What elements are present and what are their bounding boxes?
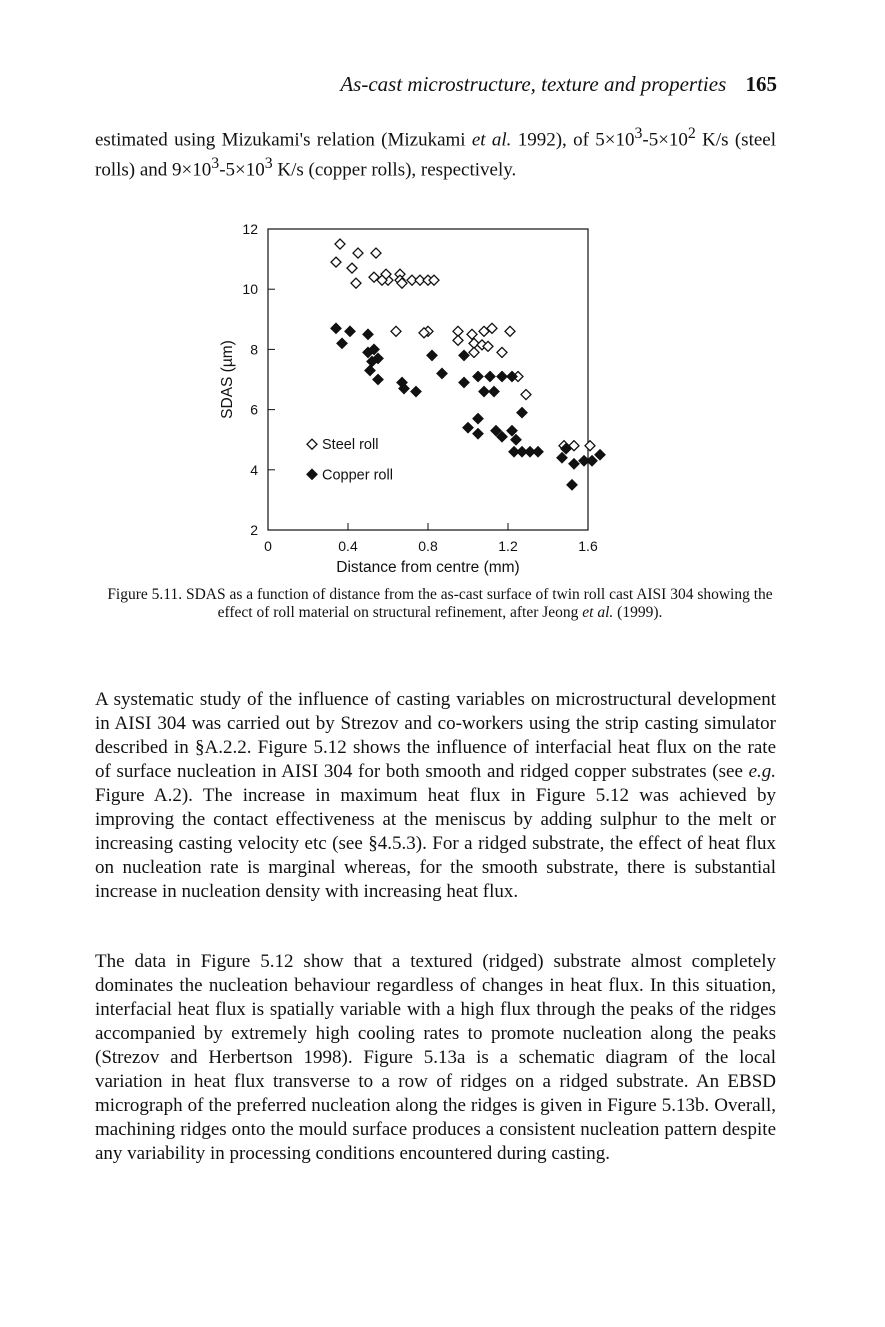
steel-roll-point [351, 278, 361, 288]
y-tick-label: 2 [250, 522, 258, 538]
legend-steel-marker [307, 439, 317, 449]
steel-roll-point [347, 263, 357, 273]
steel-roll-point [497, 347, 507, 357]
copper-roll-point [437, 368, 447, 378]
copper-roll-point [507, 426, 517, 436]
exponent: 2 [687, 125, 696, 142]
y-axis-label: SDAS (µm) [219, 340, 236, 419]
intro-text: K/s (copper rolls), respectively. [272, 159, 517, 181]
steel-roll-point [335, 239, 345, 249]
copper-roll-point [427, 350, 437, 360]
caption-text: (1999). [613, 604, 663, 621]
copper-roll-point [345, 326, 355, 336]
intro-text: estimated using Mizukami's relation (Mizukami [95, 129, 472, 151]
legend-copper-label: Copper roll [322, 467, 393, 484]
body-text: Figure A.2). The increase in maximum heat flux in Figure 5.12 was achieved by improving the contact effectiveness at the meniscus by adding sulphur to the melt or increasing casting velocity etc (see §4.5.3). For a ridged substrate, the effect of heat flux on nucleation rate is marginal whereas, for the smooth substrate, there is substantial increase in nucleation density with increasing heat flux. [95, 785, 776, 902]
copper-roll-point [365, 365, 375, 375]
body-eg: e.g. [748, 761, 776, 782]
steel-roll-point [467, 329, 477, 339]
copper-roll-point [489, 387, 499, 397]
intro-text: K/s (steel rolls) and 9×10 [95, 129, 776, 181]
copper-roll-point [337, 338, 347, 348]
x-tick-label: 1.2 [498, 538, 518, 554]
copper-roll-point [459, 378, 469, 388]
copper-roll-point [479, 387, 489, 397]
body-paragraph-1 [95, 688, 776, 904]
legend-steel-label: Steel roll [322, 437, 379, 454]
copper-roll-point [567, 480, 577, 490]
copper-roll-point [459, 350, 469, 360]
copper-roll-point [473, 371, 483, 381]
steel-roll-point [371, 248, 381, 258]
copper-roll-point [517, 408, 527, 418]
exponent: 3 [634, 125, 643, 142]
steel-roll-point [585, 441, 595, 451]
copper-roll-point [331, 323, 341, 333]
steel-roll-point [331, 257, 341, 267]
plot-frame [268, 229, 588, 530]
x-tick-label: 0.4 [338, 538, 358, 554]
caption-text: Figure 5.11. SDAS as a function of distance from the as-cast surface of twin roll cast AISI 304 showing the effect of roll material on structural refinement, after Jeong [107, 586, 773, 621]
steel-roll-point [391, 326, 401, 336]
exponent: 3 [211, 155, 220, 173]
copper-roll-point [507, 371, 517, 381]
exponent: 3 [264, 155, 273, 173]
copper-roll-point [463, 423, 473, 433]
y-tick-label: 8 [250, 341, 258, 358]
copper-roll-point [485, 371, 495, 381]
legend-copper-marker [307, 469, 317, 479]
steel-roll-point [429, 275, 439, 285]
copper-roll-point [533, 447, 543, 457]
copper-roll-point [511, 435, 521, 445]
steel-roll-point [353, 248, 363, 258]
copper-roll-point [373, 375, 383, 385]
steel-roll-point [505, 326, 515, 336]
copper-roll-point [473, 429, 483, 439]
copper-roll-point [557, 453, 567, 463]
running-header [340, 72, 777, 97]
intro-paragraph [95, 122, 776, 183]
figure-chart [200, 205, 620, 580]
page-number: 165 [745, 72, 777, 96]
intro-text: 1992), of 5×10 [511, 129, 635, 151]
copper-roll-point [569, 459, 579, 469]
steel-roll-point [453, 335, 463, 345]
copper-roll-point [497, 371, 507, 381]
x-axis-label: Distance from centre (mm) [336, 559, 520, 576]
y-tick-label: 12 [242, 221, 258, 237]
caption-et-al: et al. [582, 604, 614, 621]
y-tick-label: 6 [250, 401, 258, 418]
copper-roll-point [411, 387, 421, 397]
steel-roll-point [469, 347, 479, 357]
x-tick-label: 0 [264, 538, 272, 554]
copper-roll-point [473, 414, 483, 424]
copper-roll-point [595, 450, 605, 460]
intro-text: -5×10 [219, 159, 265, 181]
y-tick-label: 4 [250, 461, 258, 478]
x-tick-label: 0.8 [418, 538, 438, 554]
body-paragraph-2: The data in Figure 5.12 show that a textured (ridged) substrate almost completely dominates the nucleation behaviour regardless of changes in heat flux. In this situation, interfacial heat flux is spatially variable with a high flux through the peaks of the ridges accompanied by extremely high cooling rates to promote nucleation along the peaks (Strezov and Herbertson 1998). Figure 5.13a is a schematic diagram of the local variation in heat flux transverse to a row of ridges on a ridged substrate. An EBSD micrograph of the preferred nucleation along the ridges is given in Figure 5.13b. Overall, machining ridges onto the mould surface produces a consistent nucleation pattern despite any variability in processing conditions encountered during casting. [95, 951, 776, 1164]
intro-et-al: et al. [471, 129, 512, 151]
figure-caption [100, 586, 780, 622]
intro-text: -5×10 [642, 129, 688, 151]
copper-roll-point [363, 329, 373, 339]
y-tick-label: 10 [242, 281, 258, 298]
steel-roll-point [521, 390, 531, 400]
body-text: A systematic study of the influence of casting variables on microstructural development in AISI 304 was carried out by Strezov and co-workers using the strip casting simulator described in §A.2.2. Figure 5.12 shows the influence of interfacial heat flux on the rate of surface nucleation in AISI 304 for both smooth and ridged copper substrates (see [95, 689, 776, 782]
x-tick-label: 1.6 [578, 538, 598, 554]
running-title: As-cast microstructure, texture and properties [340, 72, 727, 96]
